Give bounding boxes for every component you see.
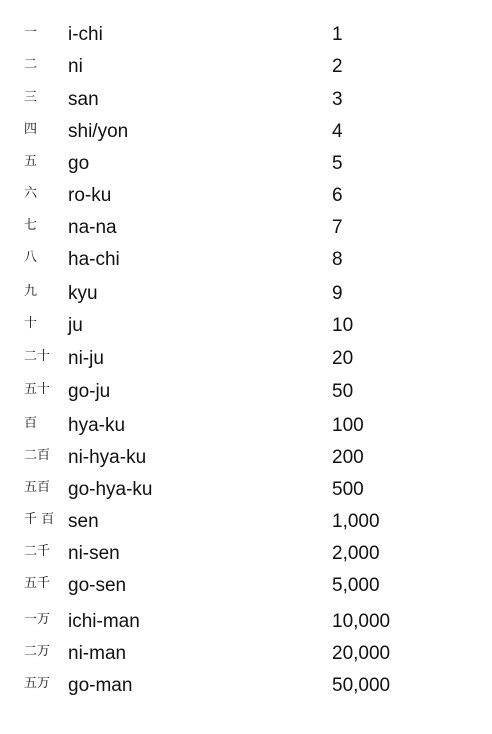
arabic-number: 8 xyxy=(332,249,343,270)
table-row xyxy=(0,510,492,538)
kanji-numeral: 五千 xyxy=(24,576,51,591)
romaji-reading: san xyxy=(68,89,99,110)
kanji-numeral: 五百 xyxy=(24,480,51,495)
arabic-number: 50 xyxy=(332,381,354,402)
arabic-number: 1 xyxy=(332,24,343,45)
romaji-reading: i-chi xyxy=(68,24,103,45)
table-row xyxy=(0,120,492,148)
arabic-number: 1,000 xyxy=(332,511,380,532)
arabic-number: 10,000 xyxy=(332,611,391,632)
table-row xyxy=(0,248,492,276)
romaji-reading: go xyxy=(68,153,90,174)
arabic-number: 7 xyxy=(332,217,343,238)
kanji-numeral: 五十 xyxy=(24,382,51,397)
romaji-reading: shi/yon xyxy=(68,121,129,142)
romaji-reading: sen xyxy=(68,511,99,532)
table-row xyxy=(0,610,492,638)
romaji-reading: ni-man xyxy=(68,643,127,664)
table-row xyxy=(0,642,492,670)
table-row xyxy=(0,574,492,602)
arabic-number: 200 xyxy=(332,447,364,468)
table-row xyxy=(0,542,492,570)
kanji-numeral: 二十 xyxy=(24,349,51,364)
romaji-reading: hya-ku xyxy=(68,415,126,436)
kanji-numeral: 八 xyxy=(24,250,38,265)
romaji-reading: na-na xyxy=(68,217,117,238)
romaji-reading: ro-ku xyxy=(68,185,112,206)
table-row xyxy=(0,152,492,180)
arabic-number: 9 xyxy=(332,283,343,304)
arabic-number: 100 xyxy=(332,415,364,436)
romaji-reading: ha-chi xyxy=(68,249,120,270)
kanji-numeral: 四 xyxy=(24,122,38,137)
arabic-number: 20 xyxy=(332,348,354,369)
romaji-reading: ni-hya-ku xyxy=(68,447,147,468)
romaji-reading: go-hya-ku xyxy=(68,479,153,500)
arabic-number: 2 xyxy=(332,56,343,77)
romaji-reading: ju xyxy=(68,315,83,336)
kanji-numeral: 千 百 xyxy=(24,512,55,527)
arabic-number: 5 xyxy=(332,153,343,174)
arabic-number: 4 xyxy=(332,121,343,142)
kanji-numeral: 七 xyxy=(24,218,38,233)
romaji-reading: ni xyxy=(68,56,83,77)
kanji-numeral: 十 xyxy=(24,316,38,331)
table-row xyxy=(0,216,492,244)
arabic-number: 500 xyxy=(332,479,364,500)
kanji-numeral: 二千 xyxy=(24,544,51,559)
kanji-numeral: 六 xyxy=(24,186,38,201)
romaji-reading: go-ju xyxy=(68,381,111,402)
table-row xyxy=(0,23,492,51)
table-row xyxy=(0,414,492,442)
kanji-numeral: 一 xyxy=(24,25,38,40)
kanji-numeral: 百 xyxy=(24,416,38,431)
arabic-number: 20,000 xyxy=(332,643,391,664)
romaji-reading: ni-sen xyxy=(68,543,120,564)
romaji-reading: go-man xyxy=(68,675,133,696)
arabic-number: 2,000 xyxy=(332,543,380,564)
arabic-number: 10 xyxy=(332,315,354,336)
table-row xyxy=(0,282,492,310)
table-row xyxy=(0,347,492,375)
table-row xyxy=(0,55,492,83)
kanji-numeral: 五万 xyxy=(24,676,51,691)
romaji-reading: kyu xyxy=(68,283,98,304)
kanji-numeral: 二 xyxy=(24,57,38,72)
kanji-numeral: 九 xyxy=(24,284,38,299)
arabic-number: 3 xyxy=(332,89,343,110)
kanji-numeral: 五 xyxy=(24,154,38,169)
table-row xyxy=(0,674,492,702)
kanji-numeral: 三 xyxy=(24,90,38,105)
table-row xyxy=(0,88,492,116)
kanji-numeral: 二万 xyxy=(24,644,51,659)
kanji-numeral: 二百 xyxy=(24,448,51,463)
kanji-numeral: 一万 xyxy=(24,612,51,627)
romaji-reading: go-sen xyxy=(68,575,127,596)
table-row xyxy=(0,380,492,408)
arabic-number: 50,000 xyxy=(332,675,391,696)
table-row xyxy=(0,314,492,342)
arabic-number: 5,000 xyxy=(332,575,380,596)
romaji-reading: ichi-man xyxy=(68,611,140,632)
romaji-reading: ni-ju xyxy=(68,348,104,369)
arabic-number: 6 xyxy=(332,185,343,206)
table-row xyxy=(0,478,492,506)
table-row xyxy=(0,446,492,474)
table-row xyxy=(0,184,492,212)
